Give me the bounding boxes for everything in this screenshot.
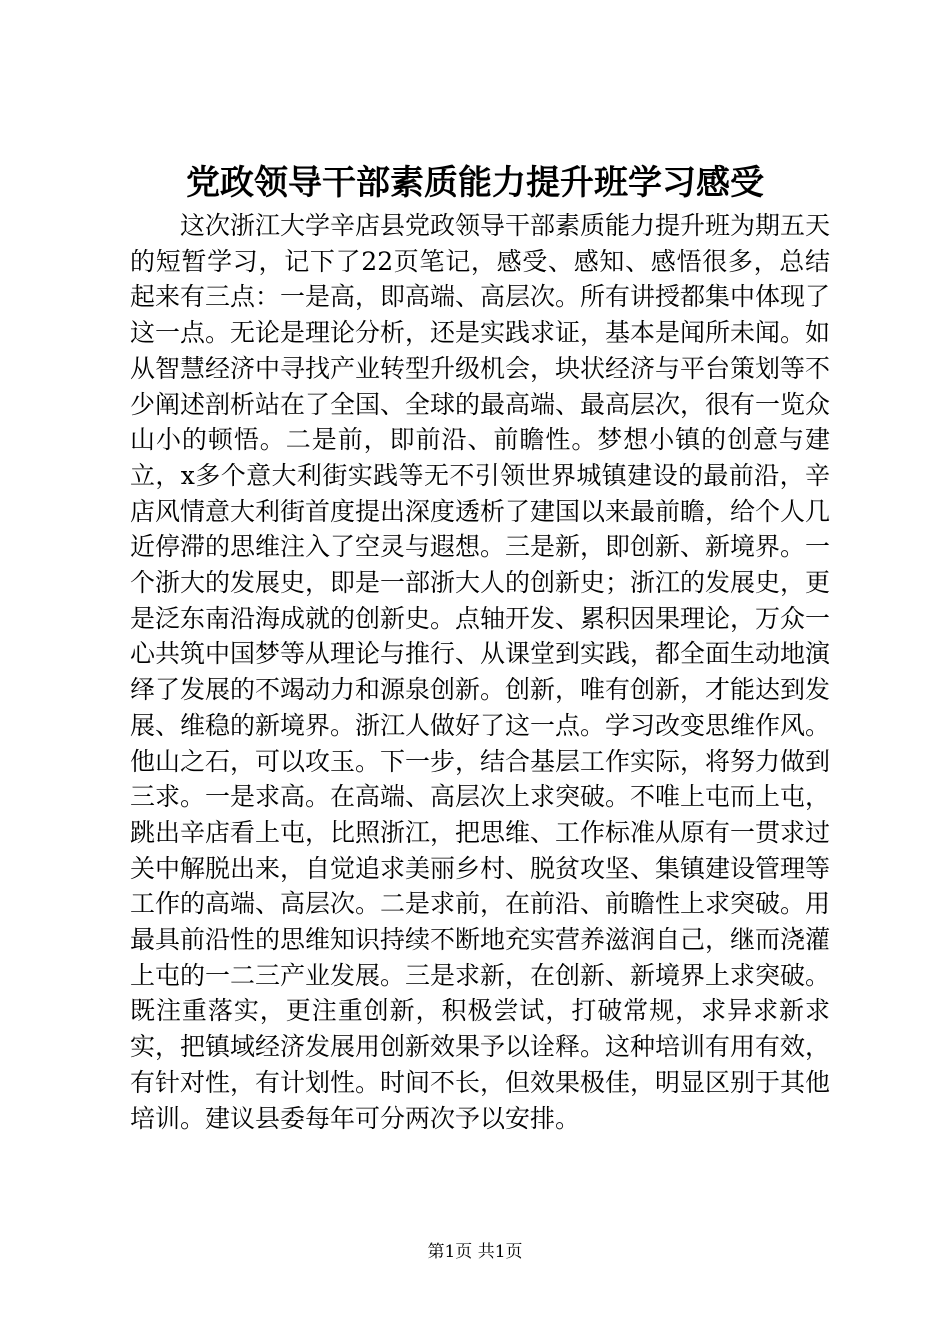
- page-number-footer: 第1页 共1页: [427, 1242, 523, 1262]
- body-paragraph: 这次浙江大学辛店县党政领导干部素质能力提升班为期五天的短暂学习，记下了22页笔记，感受、感知、感悟很多，总结起来有三点：一是高，即高端、高层次。所有讲授都集中体现了这一点。无论是理论分析，还是实践求证，基本是闻所未闻。如从智慧经济中寻找产业转型升级机会，块状经济与平台策划等不少阐述剖析站在了全国、全球的最高端、最高层次，很有一览众山小的顿悟。二是前，即前沿、前瞻性。梦想小镇的创意与建立，x多个意大利街实践等无不引领世界城镇建设的最前沿，辛店风情意大利街首度提出深度透析了建国以来最前瞻，给个人几近停滞的思维注入了空灵与遐想。三是新，即创新、新境界。一个浙大的发展史，即是一部浙大人的创新史；浙江的发展史，更是泛东南沿海成就的创新史。点轴开发、累积因果理论，万众一心共筑中国梦等从理论与推行、从课堂到实践，都全面生动地演绎了发展的不竭动力和源泉创新。创新，唯有创新，才能达到发展、维稳的新境界。浙江人做好了这一点。学习改变思维作风。他山之石，可以攻玉。下一步，结合基层工作实际，将努力做到三求。一是求高。在高端、高层次上求突破。不唯上屯而上屯，跳出辛店看上屯，比照浙江，把思维、工作标准从原有一贯求过关中解脱出来，自觉追求美丽乡村、脱贫攻坚、集镇建设管理等工作的高端、高层次。二是求前，在前沿、前瞻性上求突破。用最具前沿性的思维知识持续不断地充实营养滋润自己，继而浇灌上屯的一二三产业发展。三是求新，在创新、新境界上求突破。既注重落实，更注重创新，积极尝试，打破常规，求异求新求实，把镇域经济发展用创新效果予以诠释。这种培训有用有效，有针对性，有计划性。时间不长，但效果极佳，明显区别于其他培训。建议县委每年可分两次予以安排。: [130, 211, 831, 1133]
- document-title: 党政领导干部素质能力提升班学习感受: [186, 163, 764, 203]
